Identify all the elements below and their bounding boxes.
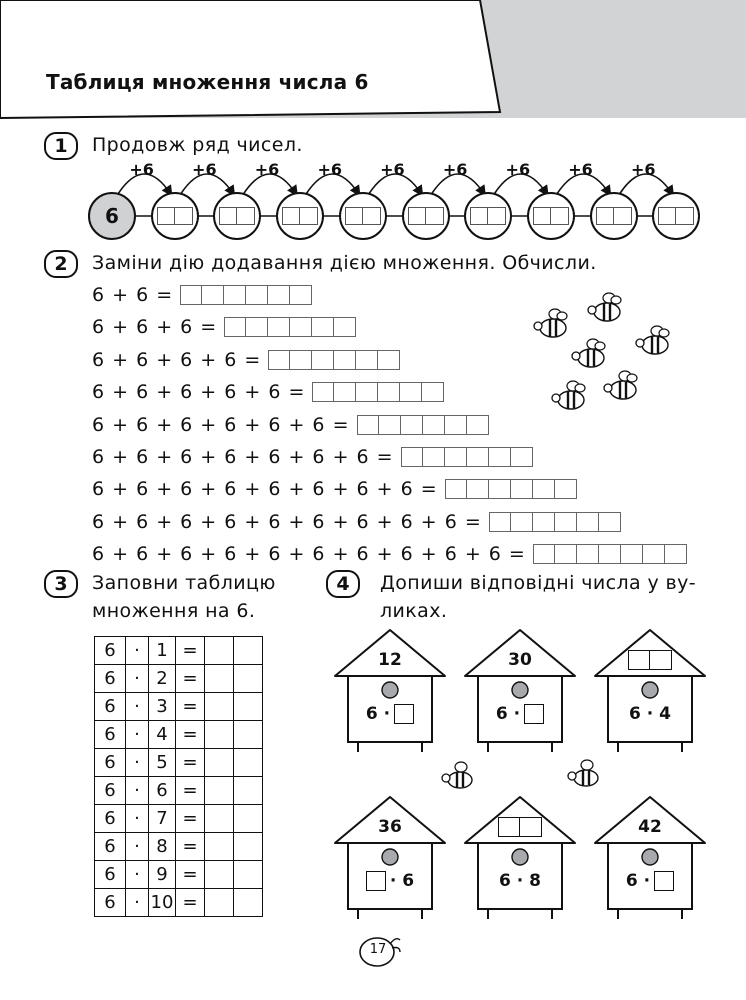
answer-cell[interactable] bbox=[234, 721, 263, 749]
step-label: +6 bbox=[630, 160, 656, 179]
table-cell-eq: = bbox=[176, 861, 205, 889]
answer-cell[interactable] bbox=[205, 861, 234, 889]
step-label: +6 bbox=[129, 160, 154, 179]
table-cell-op: · bbox=[126, 889, 149, 917]
equation-expression: 6 + 6 + 6 + 6 + 6 + 6 + 6 + 6 = bbox=[92, 478, 437, 501]
table-cell-op: · bbox=[126, 805, 149, 833]
answer-cell[interactable] bbox=[219, 207, 237, 225]
beehive-house bbox=[330, 628, 450, 758]
table-row bbox=[95, 693, 263, 721]
table-cell-a: 6 bbox=[95, 833, 126, 861]
answer-cell[interactable] bbox=[401, 447, 423, 467]
answer-boxes[interactable] bbox=[312, 382, 444, 402]
table-cell-op: · bbox=[126, 777, 149, 805]
answer-cell[interactable] bbox=[467, 447, 489, 467]
answer-cell[interactable] bbox=[205, 805, 234, 833]
table-cell-b: 6 bbox=[149, 777, 176, 805]
answer-cell[interactable] bbox=[628, 650, 650, 670]
equation-expression: 6 + 6 + 6 = bbox=[92, 316, 217, 339]
answer-cell[interactable] bbox=[676, 207, 694, 225]
table-cell-a: 6 bbox=[95, 777, 126, 805]
answer-cell[interactable] bbox=[205, 637, 234, 665]
table-row bbox=[95, 665, 263, 693]
answer-boxes[interactable] bbox=[268, 350, 400, 370]
answer-cell[interactable] bbox=[268, 350, 290, 370]
step-label: +6 bbox=[254, 160, 280, 179]
equation-expression: 6 + 6 + 6 + 6 = bbox=[92, 348, 261, 371]
answer-cell[interactable] bbox=[445, 479, 467, 499]
bee-icon bbox=[534, 309, 567, 337]
chain-circle[interactable] bbox=[402, 192, 450, 240]
table-cell-a: 6 bbox=[95, 637, 126, 665]
answer-cell[interactable] bbox=[180, 285, 202, 305]
answer-boxes[interactable] bbox=[224, 317, 356, 337]
answer-cell[interactable] bbox=[488, 207, 506, 225]
table-cell-a: 6 bbox=[95, 861, 126, 889]
equation-row bbox=[92, 349, 400, 371]
answer-cell[interactable] bbox=[246, 285, 268, 305]
answer-cell[interactable] bbox=[426, 207, 444, 225]
answer-cell[interactable] bbox=[334, 317, 356, 337]
answer-cell[interactable] bbox=[334, 382, 356, 402]
answer-cell[interactable] bbox=[205, 665, 234, 693]
answer-boxes[interactable] bbox=[157, 207, 193, 225]
answer-cell[interactable] bbox=[650, 650, 672, 670]
answer-cell[interactable] bbox=[511, 479, 533, 499]
answer-cell[interactable] bbox=[533, 544, 555, 564]
table-row bbox=[95, 777, 263, 805]
answer-cell[interactable] bbox=[378, 382, 400, 402]
table-cell-b: 4 bbox=[149, 721, 176, 749]
task4-text-line2: ликах. bbox=[380, 600, 448, 622]
page-number: 17 bbox=[369, 942, 387, 957]
table-cell-eq: = bbox=[176, 693, 205, 721]
task2-number: 2 bbox=[44, 250, 78, 278]
table-cell-eq: = bbox=[176, 833, 205, 861]
equation-row bbox=[92, 543, 687, 565]
answer-cell[interactable] bbox=[470, 207, 488, 225]
answer-cell[interactable] bbox=[345, 207, 363, 225]
step-label: +6 bbox=[505, 160, 531, 179]
title-banner bbox=[0, 0, 746, 130]
table-cell-b: 3 bbox=[149, 693, 176, 721]
table-row bbox=[95, 637, 263, 665]
chain-circle[interactable] bbox=[464, 192, 512, 240]
roof-number: 36 bbox=[378, 817, 402, 837]
answer-cell[interactable] bbox=[234, 833, 263, 861]
beehive-outline bbox=[460, 795, 580, 925]
answer-cell[interactable] bbox=[366, 871, 386, 891]
answer-cell[interactable] bbox=[378, 350, 400, 370]
bee-icon bbox=[440, 760, 480, 794]
beehive-house bbox=[590, 795, 710, 925]
answer-cell[interactable] bbox=[234, 805, 263, 833]
table-cell-b: 5 bbox=[149, 749, 176, 777]
answer-cell[interactable] bbox=[234, 861, 263, 889]
answer-cell[interactable] bbox=[401, 415, 423, 435]
answer-cell[interactable] bbox=[555, 479, 577, 499]
expression-right: · 6 bbox=[389, 871, 415, 891]
table-cell-b: 10 bbox=[149, 889, 176, 917]
answer-cell[interactable] bbox=[511, 447, 533, 467]
table-cell-a: 6 bbox=[95, 693, 126, 721]
answer-cell[interactable] bbox=[555, 512, 577, 532]
answer-cell[interactable] bbox=[467, 415, 489, 435]
answer-boxes[interactable] bbox=[401, 447, 533, 467]
answer-cell[interactable] bbox=[423, 415, 445, 435]
beehive-house bbox=[460, 628, 580, 758]
table-cell-eq: = bbox=[176, 805, 205, 833]
answer-cell[interactable] bbox=[234, 889, 263, 917]
answer-boxes[interactable] bbox=[533, 544, 687, 564]
table-cell-op: · bbox=[126, 861, 149, 889]
multiplication-table bbox=[94, 636, 263, 917]
answer-boxes[interactable] bbox=[596, 207, 632, 225]
answer-boxes[interactable] bbox=[470, 207, 506, 225]
answer-cell[interactable] bbox=[621, 544, 643, 564]
table-row bbox=[95, 749, 263, 777]
equation-expression: 6 + 6 + 6 + 6 + 6 + 6 = bbox=[92, 413, 349, 436]
answer-cell[interactable] bbox=[205, 889, 234, 917]
table-row bbox=[95, 889, 263, 917]
table-cell-eq: = bbox=[176, 889, 205, 917]
chain-circle[interactable] bbox=[339, 192, 387, 240]
roof-answer-boxes[interactable] bbox=[628, 650, 672, 670]
equation-row bbox=[92, 414, 489, 436]
answer-cell[interactable] bbox=[237, 207, 255, 225]
chain-circle[interactable] bbox=[590, 192, 638, 240]
table-cell-op: · bbox=[126, 749, 149, 777]
bees-illustration bbox=[525, 290, 695, 420]
answer-cell[interactable] bbox=[205, 833, 234, 861]
equation-row bbox=[92, 511, 621, 533]
step-label: +6 bbox=[442, 160, 468, 179]
bee-icon bbox=[552, 381, 585, 409]
hive-expression bbox=[330, 871, 450, 891]
answer-cell[interactable] bbox=[224, 285, 246, 305]
answer-boxes[interactable] bbox=[345, 207, 381, 225]
table-cell-eq: = bbox=[176, 777, 205, 805]
answer-cell[interactable] bbox=[654, 871, 674, 891]
answer-cell[interactable] bbox=[511, 512, 533, 532]
answer-cell[interactable] bbox=[577, 544, 599, 564]
equation-expression: 6 + 6 + 6 + 6 + 6 + 6 + 6 + 6 + 6 + 6 = bbox=[92, 543, 525, 566]
step-label: +6 bbox=[192, 160, 217, 179]
answer-cell[interactable] bbox=[268, 285, 290, 305]
step-label: +6 bbox=[317, 160, 342, 179]
answer-boxes[interactable] bbox=[180, 285, 312, 305]
answer-cell[interactable] bbox=[445, 447, 467, 467]
table-row bbox=[95, 805, 263, 833]
beehive-outline bbox=[330, 795, 450, 925]
answer-cell[interactable] bbox=[658, 207, 676, 225]
equation-expression: 6 + 6 + 6 + 6 + 6 + 6 + 6 + 6 + 6 = bbox=[92, 510, 481, 533]
equation-expression: 6 + 6 + 6 + 6 + 6 + 6 + 6 = bbox=[92, 446, 393, 468]
answer-cell[interactable] bbox=[246, 317, 268, 337]
hive-expression bbox=[330, 704, 450, 724]
answer-cell[interactable] bbox=[394, 704, 414, 724]
beehive-outline bbox=[590, 628, 710, 758]
answer-cell[interactable] bbox=[312, 350, 334, 370]
table-cell-a: 6 bbox=[95, 749, 126, 777]
answer-cell[interactable] bbox=[489, 512, 511, 532]
hive-expression bbox=[590, 871, 710, 891]
expression-left: 6 · bbox=[365, 704, 391, 724]
answer-cell[interactable] bbox=[533, 207, 551, 225]
table-cell-op: · bbox=[126, 721, 149, 749]
roof-answer-boxes[interactable] bbox=[498, 817, 542, 837]
answer-cell[interactable] bbox=[234, 777, 263, 805]
answer-cell[interactable] bbox=[356, 382, 378, 402]
answer-cell[interactable] bbox=[489, 447, 511, 467]
answer-cell[interactable] bbox=[445, 415, 467, 435]
beehive-outline bbox=[590, 795, 710, 925]
answer-cell[interactable] bbox=[596, 207, 614, 225]
table-cell-a: 6 bbox=[95, 721, 126, 749]
answer-cell[interactable] bbox=[356, 350, 378, 370]
bee-icon bbox=[572, 339, 605, 367]
table-cell-eq: = bbox=[176, 721, 205, 749]
table-cell-b: 7 bbox=[149, 805, 176, 833]
equation-row bbox=[92, 284, 312, 306]
roof-number: 12 bbox=[378, 650, 402, 670]
answer-boxes[interactable] bbox=[219, 207, 255, 225]
beehive-house bbox=[590, 628, 710, 758]
answer-cell[interactable] bbox=[467, 479, 489, 499]
answer-cell[interactable] bbox=[520, 817, 542, 837]
table-cell-b: 9 bbox=[149, 861, 176, 889]
answer-cell[interactable] bbox=[205, 721, 234, 749]
answer-boxes[interactable] bbox=[282, 207, 318, 225]
answer-boxes[interactable] bbox=[489, 512, 621, 532]
answer-cell[interactable] bbox=[300, 207, 318, 225]
task3-text-line2: множення на 6. bbox=[92, 600, 256, 622]
table-cell-eq: = bbox=[176, 665, 205, 693]
answer-cell[interactable] bbox=[400, 382, 422, 402]
answer-cell[interactable] bbox=[234, 693, 263, 721]
table-cell-a: 6 bbox=[95, 665, 126, 693]
table-cell-op: · bbox=[126, 637, 149, 665]
chain-start-circle: 6 bbox=[88, 192, 136, 240]
table-cell-op: · bbox=[126, 693, 149, 721]
equation-expression: 6 + 6 + 6 + 6 + 6 = bbox=[92, 381, 305, 404]
hive-expression bbox=[590, 704, 710, 724]
table-cell-eq: = bbox=[176, 749, 205, 777]
answer-cell[interactable] bbox=[408, 207, 426, 225]
equation-row bbox=[92, 446, 533, 468]
roof-number: 30 bbox=[508, 650, 532, 670]
task3-number: 3 bbox=[44, 570, 78, 598]
bee-icon bbox=[588, 293, 621, 321]
task1-text: Продовж ряд чисел. bbox=[92, 134, 303, 156]
chain-circle[interactable] bbox=[151, 192, 199, 240]
bee-icon bbox=[566, 758, 606, 792]
answer-cell[interactable] bbox=[489, 479, 511, 499]
answer-cell[interactable] bbox=[357, 415, 379, 435]
table-row bbox=[95, 721, 263, 749]
expression-left: 6 · bbox=[625, 871, 651, 891]
answer-cell[interactable] bbox=[290, 317, 312, 337]
beehive-house bbox=[460, 795, 580, 925]
answer-cell[interactable] bbox=[577, 512, 599, 532]
task4-text-line1: Допиши відповідні числа у ву- bbox=[380, 572, 697, 594]
beehive-outline bbox=[460, 628, 580, 758]
answer-cell[interactable] bbox=[205, 749, 234, 777]
step-label: +6 bbox=[568, 160, 593, 179]
answer-cell[interactable] bbox=[551, 207, 569, 225]
answer-cell[interactable] bbox=[312, 382, 334, 402]
answer-cell[interactable] bbox=[665, 544, 687, 564]
hive-expression bbox=[460, 871, 580, 891]
answer-cell[interactable] bbox=[205, 777, 234, 805]
answer-boxes[interactable] bbox=[445, 479, 577, 499]
page-title: Таблиця множення числа 6 bbox=[46, 70, 369, 94]
equation-row bbox=[92, 316, 356, 338]
answer-cell[interactable] bbox=[290, 285, 312, 305]
answer-cell[interactable] bbox=[205, 693, 234, 721]
beehive-outline bbox=[330, 628, 450, 758]
beehive-house bbox=[330, 795, 450, 925]
bee-icon bbox=[604, 371, 637, 399]
table-row bbox=[95, 833, 263, 861]
answer-cell[interactable] bbox=[614, 207, 632, 225]
answer-cell[interactable] bbox=[224, 317, 246, 337]
answer-cell[interactable] bbox=[234, 665, 263, 693]
table-cell-b: 1 bbox=[149, 637, 176, 665]
answer-cell[interactable] bbox=[334, 350, 356, 370]
table-row bbox=[95, 861, 263, 889]
table-cell-a: 6 bbox=[95, 805, 126, 833]
equation-row bbox=[92, 381, 444, 403]
task3-text-line1: Заповни таблицю bbox=[92, 572, 276, 594]
answer-cell[interactable] bbox=[533, 479, 555, 499]
answer-cell[interactable] bbox=[422, 382, 444, 402]
answer-cell[interactable] bbox=[643, 544, 665, 564]
chain-circle[interactable] bbox=[276, 192, 324, 240]
answer-cell[interactable] bbox=[524, 704, 544, 724]
expression-left: 6 · 8 bbox=[499, 871, 541, 891]
answer-cell[interactable] bbox=[157, 207, 175, 225]
answer-cell[interactable] bbox=[234, 637, 263, 665]
answer-cell[interactable] bbox=[202, 285, 224, 305]
answer-cell[interactable] bbox=[533, 512, 555, 532]
answer-cell[interactable] bbox=[555, 544, 577, 564]
table-cell-a: 6 bbox=[95, 889, 126, 917]
answer-cell[interactable] bbox=[599, 544, 621, 564]
equation-row bbox=[92, 478, 577, 500]
answer-boxes[interactable] bbox=[658, 207, 694, 225]
answer-cell[interactable] bbox=[312, 317, 334, 337]
chain-circle[interactable] bbox=[527, 192, 575, 240]
answer-cell[interactable] bbox=[363, 207, 381, 225]
bee-icon bbox=[636, 326, 669, 354]
answer-boxes[interactable] bbox=[408, 207, 444, 225]
answer-cell[interactable] bbox=[599, 512, 621, 532]
chain-circle[interactable] bbox=[652, 192, 700, 240]
answer-cell[interactable] bbox=[379, 415, 401, 435]
task1-number: 1 bbox=[44, 132, 78, 160]
answer-cell[interactable] bbox=[175, 207, 193, 225]
table-cell-op: · bbox=[126, 833, 149, 861]
equation-expression: 6 + 6 = bbox=[92, 284, 173, 306]
table-cell-eq: = bbox=[176, 637, 205, 665]
answer-cell[interactable] bbox=[498, 817, 520, 837]
answer-cell[interactable] bbox=[423, 447, 445, 467]
task4-number: 4 bbox=[326, 570, 360, 598]
hive-expression bbox=[460, 704, 580, 724]
answer-cell[interactable] bbox=[282, 207, 300, 225]
table-cell-b: 8 bbox=[149, 833, 176, 861]
answer-cell[interactable] bbox=[234, 749, 263, 777]
roof-number: 42 bbox=[638, 817, 662, 837]
expression-left: 6 · 4 bbox=[629, 704, 671, 724]
answer-cell[interactable] bbox=[290, 350, 312, 370]
task2-text: Заміни дію додавання дією множення. Обчисли. bbox=[92, 252, 597, 274]
table-cell-b: 2 bbox=[149, 665, 176, 693]
answer-cell[interactable] bbox=[268, 317, 290, 337]
answer-boxes[interactable] bbox=[533, 207, 569, 225]
table-cell-op: · bbox=[126, 665, 149, 693]
answer-boxes[interactable] bbox=[357, 415, 489, 435]
step-label: +6 bbox=[380, 160, 405, 179]
expression-left: 6 · bbox=[495, 704, 521, 724]
